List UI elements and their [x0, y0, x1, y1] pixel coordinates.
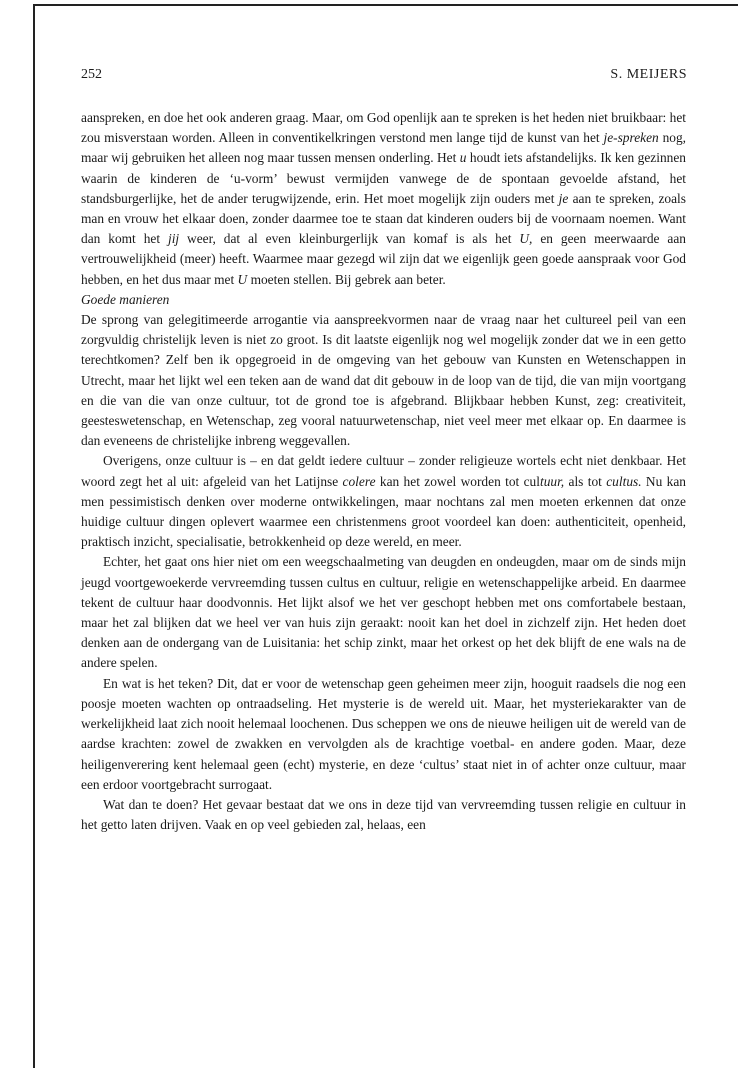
paragraph-4: Echter, het gaat ons hier niet om een weegschaalmeting van deugden en ondeugden, maar om de sinds mijn jeugd voortgewoekerde vervreemding tussen cultus en cultuur, religie en wetenschappelijke arbeid. En daarmee tekent de cultuur haar doodvonnis. Het lijkt alsof we het ver geschopt hebben met ons comfortabele bestaan, maar het zal blijken dat we heel ver van huis zijn geraakt: nooit kan het doel in zichzelf zijn. Het heden doet denken aan de ondergang van de Luisitania: het schip zinkt, maar het orkest op het dek blijft de ene wals na de andere spelen. — [81, 554, 686, 671]
text-run: Nu kan men pessimistisch denken over moderne ontwikkelingen, maar nochtans zal men moeten erkennen dat onze huidige cultuur dingen oplevert waarmee een christenmens groot voordeel kan doen: authenticiteit, openheid, praktisch inzicht, specialisatie, betrokkenheid op deze wereld, en meer. — [81, 473, 686, 550]
text-run: weer, dat al even kleinburgerlijk van komaf is als het — [179, 231, 520, 247]
text-run: aanspreken, en doe het ook anderen graag. Maar, om God openlijk aan te spreken is het heden niet bruikbaar: het zou misverstaan worden. Alleen in conventikelkringen verstond men lange tijd de kunst van het — [81, 110, 686, 146]
paragraph-2: De sprong van gelegitimeerde arrogantie via aanspreekvormen naar de vraag naar het cultureel peil van een zorgvuldig christelijk leven is niet zo groot. Is dit laatste eigenlijk nog wel mogelijk zonder dat we in een getto terechtkomen? Zelf ben ik opgegroeid in de omgeving van het gebouw van Kunsten en Wetenschappen in Utrecht, maar het lijkt wel een teken aan de wand dat dit gebouw in de loop van de tijd, die van mijn voortgang en die van die van onze cultuur, tot de grond toe is afgebrand. Blijkbaar hebben Kunst, zeg: creativiteit, geesteswetenschap, en Wetenschap, zeg vooral natuurwetenschap, niet veel meer met elkaar op. En daarmee is dan eveneens de christelijke inbreng weggevallen. — [81, 312, 686, 449]
body-text — [81, 108, 686, 835]
text-run: houdt iets afstandelijks. Ik ken gezinnen waarin de kinderen de ‘u-vorm’ bewust vermijden vanwege de de spontaan gevoelde afstand, het standsburgerlijke, het de ander terugwijzende, erin. Het moet mogelijk zijn ouders met — [81, 150, 687, 206]
section-heading: Goede manieren — [81, 291, 170, 307]
italic-term: u — [459, 150, 467, 166]
scan-edge-top — [34, 4, 738, 6]
text-run: Overigens, onze cultuur is – en dat geldt iedere cultuur – zonder religieuze wortels echt niet denkbaar. Het woord zegt het al uit: afgeleid van het Latijnse — [81, 453, 686, 489]
italic-term: je — [558, 190, 569, 206]
page-number: 252 — [81, 67, 102, 82]
paragraph-5: En wat is het teken? Dit, dat er voor de wetenschap geen geheimen meer zijn, hooguit raadsels die nog een poosje moeten wachten op ontraadseling. Het mysterie is de wereld uit. Maar, het mysteriekarakter van de werkelijkheid laat zich nooit helemaal loochenen. Dus scheppen we ons de nieuwe heiligen uit de wereld van de aardse krachten: zowel de zwakken en vervolgden als de krachtige voetbal- en andere goden. Maar, deze heiligenverering kent helemaal geen (echt) mysterie, en deze ‘cultus’ staat niet in of achter onze cultuur, maar een erdoor voortgebracht surrogaat. — [81, 675, 686, 792]
italic-term: U, — [519, 231, 533, 247]
text-run: moeten stellen. Bij gebrek aan beter. — [247, 271, 446, 287]
text-run: kan het zowel worden tot cul — [375, 473, 540, 489]
italic-term: colere — [342, 473, 376, 489]
paragraph-3 — [81, 451, 686, 552]
italic-term: cultus. — [606, 473, 642, 489]
italic-term: U — [237, 271, 248, 287]
paragraph-1 — [81, 108, 686, 290]
text-run: aan te spreken, zoals man en vrouw het elkaar doen, zonder daarmee toe te staan dat kinderen ouders bij de voornaam noemen. Want dan komt het — [81, 190, 686, 247]
running-head-author: S. MEIJERS — [610, 67, 687, 82]
text-run: en geen meerwaarde aan vertrouwelijkheid (meer) heeft. Waarmee maar gezegd wil zijn dat we eigenlijk geen goede aanspraak voor God hebben, en het dus maar met — [81, 231, 686, 287]
paragraph-6: Wat dan te doen? Het gevaar bestaat dat we ons in deze tijd van vervreemding tussen religie en cultuur in het getto laten drijven. Vaak en op veel gebieden zal, helaas, een — [81, 796, 686, 833]
text-run: als tot — [564, 473, 607, 489]
text-run: nog, maar wij gebruiken het alleen nog maar tussen mensen onderling. Het — [81, 130, 687, 166]
italic-term: tuur, — [539, 473, 565, 489]
italic-term: je-spreken — [603, 130, 659, 146]
italic-term: jij — [167, 231, 180, 247]
scan-edge-left — [33, 4, 35, 1068]
